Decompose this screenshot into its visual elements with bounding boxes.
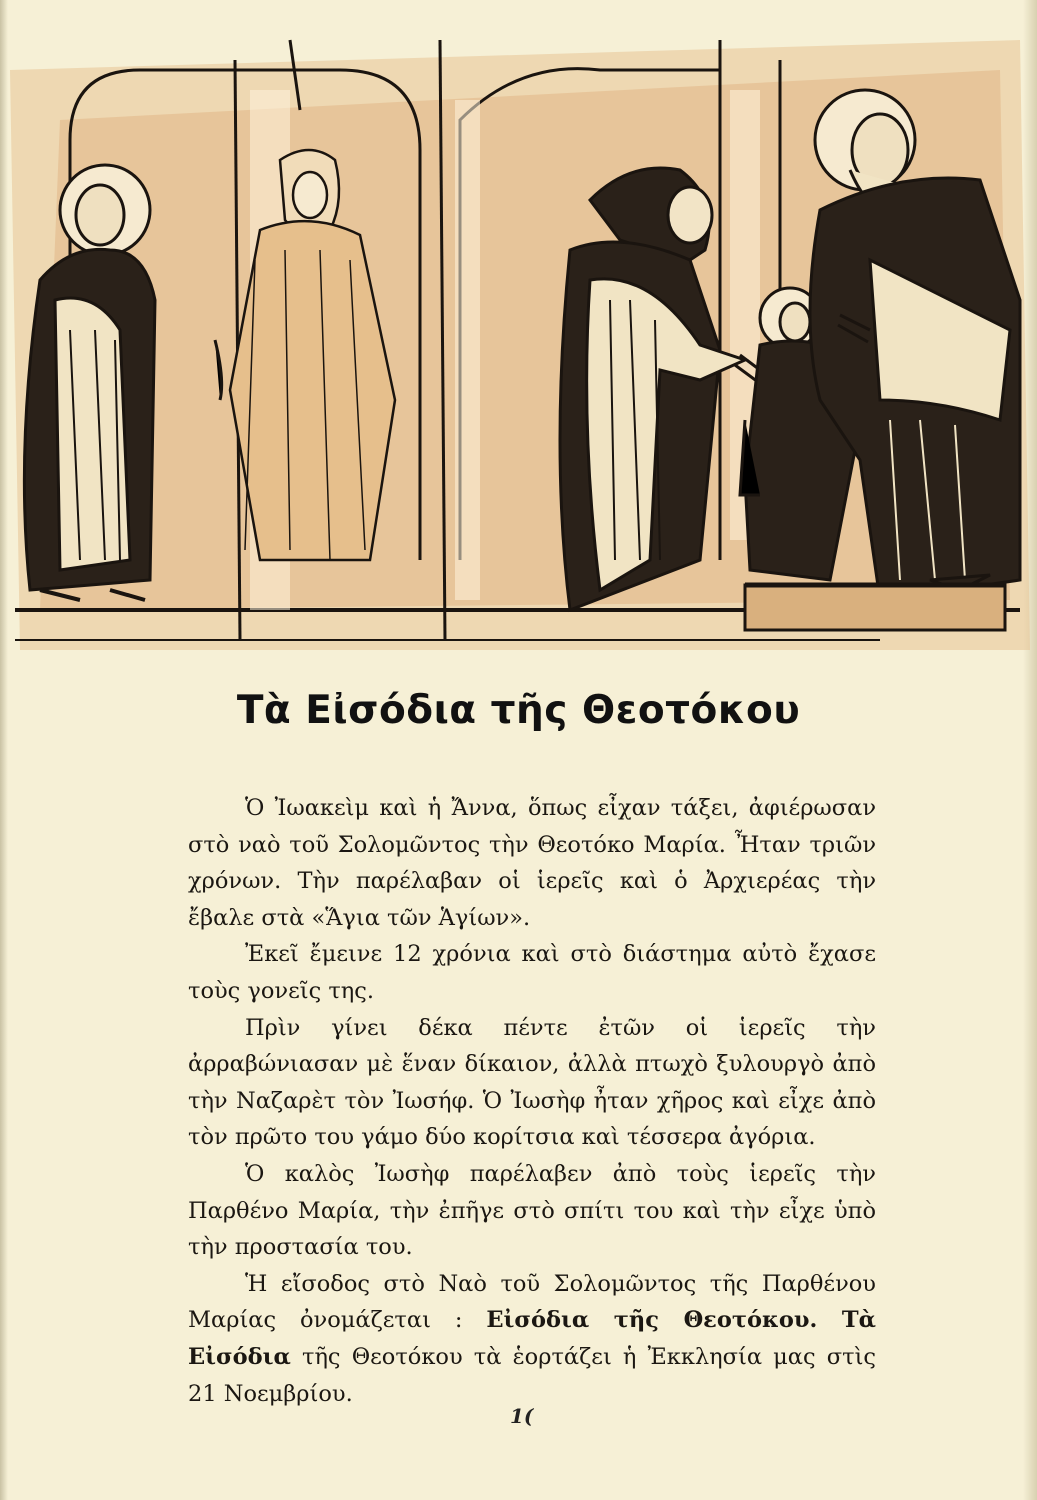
body-text [188, 790, 876, 1412]
presentation-illustration [0, 0, 1037, 665]
illustration-svg [0, 0, 1037, 665]
paragraph-5-bold: Εἰσόδια τῆς Θεοτόκου. Τὰ Εἰσόδια [188, 1307, 876, 1370]
paragraph-2: Ἐκεῖ ἔμεινε 12 χρόνια καὶ στὸ διάστημα αὐτὸ ἔχασε τοὺς γονεῖς της. [188, 941, 876, 1004]
paragraph-5-tail: τῆς Θεοτόκου τὰ ἑορτάζει ἡ Ἐκκλησία μας στὶς 21 Νοεμβρίου. [188, 1343, 876, 1407]
paragraph-4: Ὁ καλὸς Ἰωσὴφ παρέλαβεν ἀπὸ τοὺς ἱερεῖς τὴν Παρθένο Μαρία, τὴν ἐπῆγε στὸ σπίτι του καὶ τὴν εἶχε ὑπὸ τὴν προστασία του. [188, 1160, 876, 1261]
paragraph-3: Πρὶν γίνει δέκα πέντε ἐτῶν οἱ ἱερεῖς τὴν ἀρραβώνιασαν μὲ ἕναν δίκαιον, ἀλλὰ πτωχὸ ξυλουργὸ ἀπὸ τὴν Ναζαρὲτ τὸν Ἰωσήφ. Ὁ Ἰωσὴφ ἦταν χῆρος καὶ εἶχε ἀπὸ τὸν πρῶτο του γάμο δύο κορίτσια καὶ τέσσερα ἀγόρια. [188, 1014, 876, 1151]
page-number: 1( [510, 1404, 534, 1428]
altar-step [745, 585, 1005, 630]
paragraph-5 [188, 1266, 876, 1412]
paragraph-1: Ὁ Ἰωακεὶμ καὶ ἡ Ἄννα, ὅπως εἶχαν τάξει, ἀφιέρωσαν στὸ ναὸ τοῦ Σολομῶντος τὴν Θεοτόκο Μαρία. Ἦταν τριῶν χρόνων. Τὴν παρέλαβαν οἱ ἱερεῖς καὶ ὁ Ἀρχιερέας τὴν ἔβαλε στὰ «Ἅγια τῶν Ἁγίων». [188, 795, 876, 931]
paragraph-5-lead: Ἡ εἴσοδος στὸ Ναὸ τοῦ Σολομῶντος τῆς Παρθένου Μαρίας ὀνομάζεται : [188, 1270, 876, 1334]
page-title: Τὰ Εἰσόδια τῆς Θεοτόκου [236, 688, 801, 733]
